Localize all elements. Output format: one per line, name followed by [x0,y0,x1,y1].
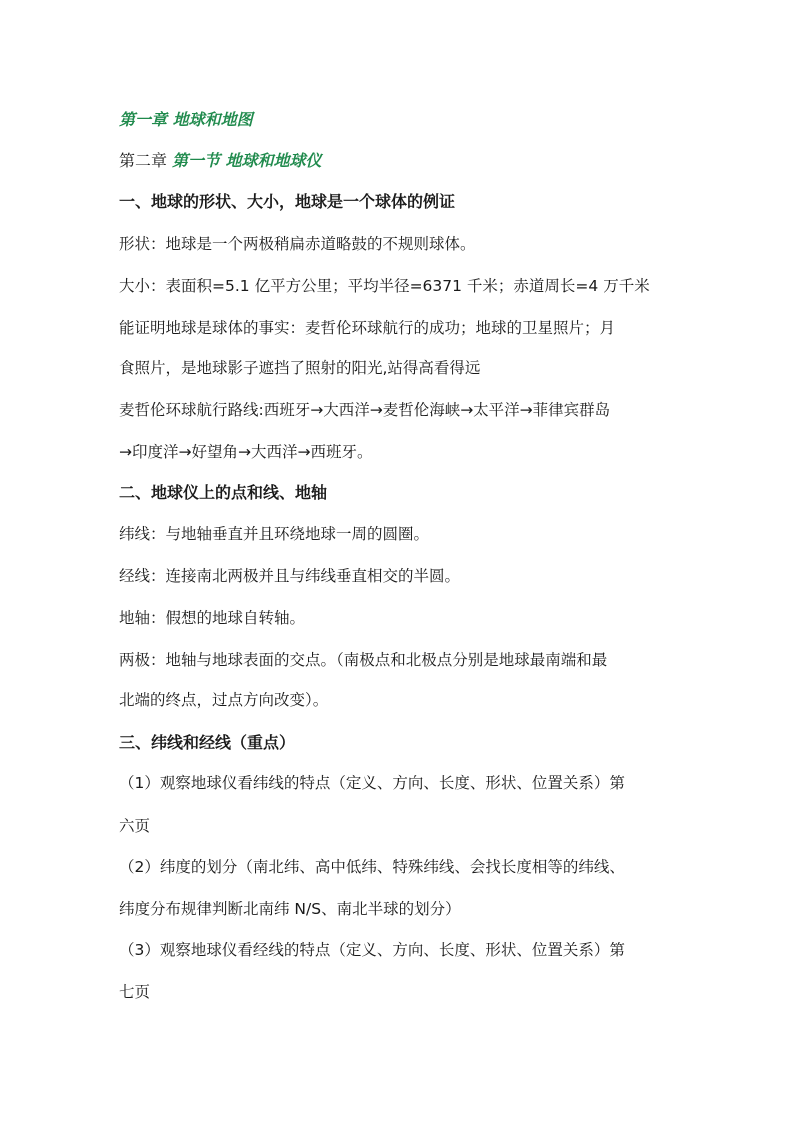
item-2-line-1: （2）纬度的划分（南北纬、高中低纬、特殊纬线、会找长度相等的纬线、 [119,858,625,876]
heading-shape-size: 一、地球的形状、大小，地球是一个球体的例证 [119,192,456,211]
section-title-line [119,151,322,171]
evidence-text-line-1: 能证明地球是球体的事实：麦哲伦环球航行的成功；地球的卫星照片；月 [119,319,616,337]
longitude-definition: 经线：连接南北两极并且与纬线垂直相交的半圆。 [119,567,461,585]
item-1-line-2: 六页 [119,817,151,835]
evidence-text-line-2: 食照片，是地球影子遮挡了照射的阳光,站得高看得远 [119,359,481,377]
size-text: 大小：表面积=5.1 亿平方公里；平均半径=6371 千米；赤道周长=4 万千米 [119,277,650,295]
item-3-line-1: （3）观察地球仪看经线的特点（定义、方向、长度、形状、位置关系）第 [119,941,625,959]
poles-text-line-2: 北端的终点，过点方向改变）。 [119,691,329,709]
route-text-line-2: →印度洋→好望角→大西洋→西班牙。 [119,443,373,461]
latitude-definition: 纬线：与地轴垂直并且环绕地球一周的圆圈。 [119,525,430,543]
item-2-line-2: 纬度分布规律判断北南纬 N/S、南北半球的划分） [119,900,461,918]
poles-text-line-1: 两极：地轴与地球表面的交点。（南极点和北极点分别是地球最南端和最 [119,651,608,669]
heading-lat-long: 三、纬线和经线（重点） [119,733,296,752]
heading-points-lines: 二、地球仪上的点和线、地轴 [119,483,328,502]
chapter-title: 第一章 地球和地图 [119,110,253,129]
axis-definition: 地轴：假想的地球自转轴。 [119,609,306,627]
shape-text: 形状：地球是一个两极稍扁赤道略鼓的不规则球体。 [119,235,476,253]
section-title: 第一节 地球和地球仪 [171,151,322,170]
item-1-line-1: （1）观察地球仪看纬线的特点（定义、方向、长度、形状、位置关系）第 [119,774,625,792]
route-text-line-1: 麦哲伦环球航行路线:西班牙→大西洋→麦哲伦海峡→太平洋→菲律宾群岛 [119,401,611,419]
section-prefix: 第二章 [119,151,168,170]
item-3-line-2: 七页 [119,983,151,1001]
